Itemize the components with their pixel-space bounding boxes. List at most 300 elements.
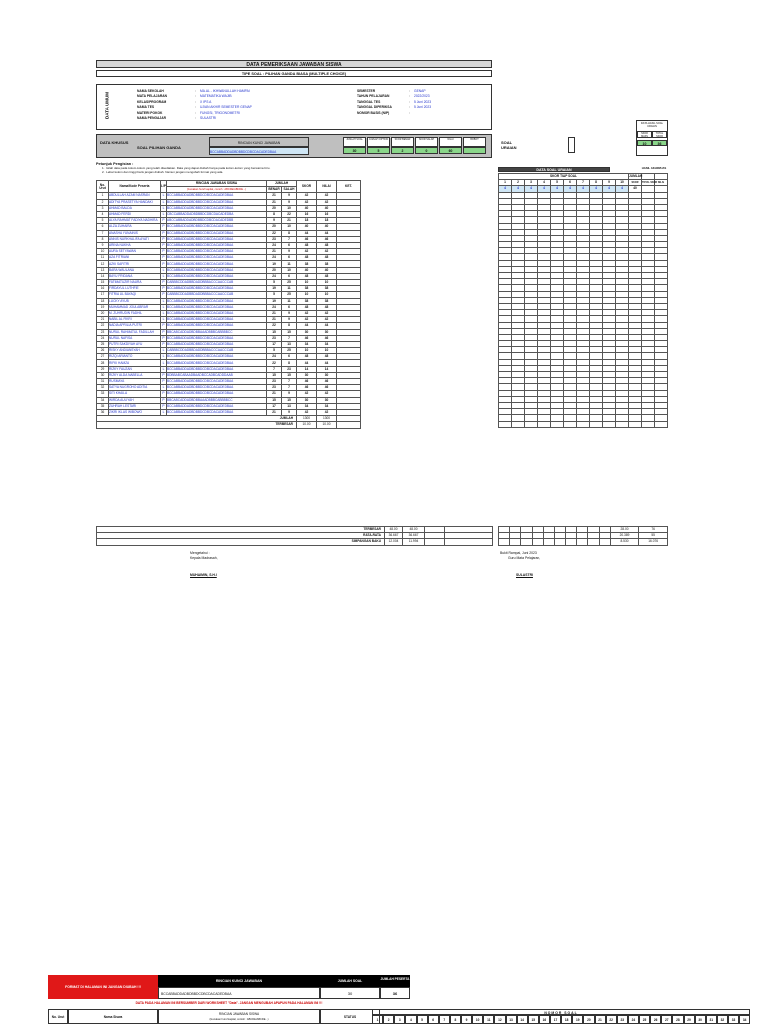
row-salah: 6 [282, 273, 297, 279]
row-nama[interactable]: MUHAMMAD JOULABRAR [109, 304, 161, 310]
row-lp[interactable]: L [161, 310, 167, 316]
row-lp[interactable]: P [162, 341, 165, 346]
row-benar: 5 [267, 292, 282, 298]
stats-value: 48.00 [403, 527, 425, 533]
kunci-value-field[interactable]: BCCABBADDADBDBBDCDBCDACADEDBAA [209, 147, 309, 155]
row-jawaban[interactable]: BCCABBADDADBDBBDCDBCDACADEDBAA [167, 230, 267, 236]
row-no: 3 [97, 205, 109, 211]
uraian-cell [538, 421, 551, 427]
bottom-nomor-cell: 21 [595, 1015, 606, 1024]
row-nama[interactable]: AHMAD FERDI [109, 211, 161, 217]
khusus-setting-value[interactable]: 60 [439, 147, 462, 154]
info-value[interactable]: 5 Juni 2023 [414, 99, 432, 104]
row-nilai: 48 [317, 304, 337, 310]
bottom-nomor-cell: 7 [439, 1015, 450, 1024]
row-skor: 38 [297, 298, 317, 304]
row-no: 34 [97, 397, 109, 403]
row-nama[interactable]: RISKY ANDIANSYAH [109, 348, 161, 354]
row-nilai: 18 [317, 218, 337, 224]
khusus-setting-value[interactable]: 30 [343, 147, 366, 154]
row-salah: 6 [282, 255, 297, 261]
khusus-setting-value[interactable]: 5 [367, 147, 390, 154]
row-benar: 23 [267, 335, 282, 341]
row-nama[interactable]: RUSMAYA [109, 379, 161, 385]
row-jawaban[interactable]: ABCCABBADDADBDBBDCDBCDACADEDBB [167, 218, 267, 224]
khusus-setting [367, 137, 390, 154]
bottom-nomor-cell: 19 [572, 1015, 583, 1024]
uraian-cell [512, 421, 525, 427]
row-no: 2 [97, 199, 109, 205]
col-skor-header: SKOR [297, 181, 317, 193]
stats-label: RATA-RATA [97, 533, 385, 539]
row-nama[interactable]: WIRDA AULIYAH [109, 397, 161, 403]
info-label: NOMOR BASIS (NIP) [357, 110, 390, 115]
bottom-kunci-value: BCCABBADDADBDBBDCDBCDACADEDBAA [158, 987, 320, 999]
row-jawaban[interactable]: BCCABBADDADBDBBDCDBCDACADEDBAA [167, 249, 267, 255]
row-lp[interactable]: P [162, 286, 165, 291]
row-salah: 10 [282, 205, 297, 211]
stats-right-row [499, 539, 668, 545]
row-skor: 42 [297, 409, 317, 415]
row-benar: 21 [267, 317, 282, 323]
row-nama[interactable]: AZKI SAFITRI [109, 261, 161, 267]
row-nama[interactable]: ABDULLAH AZAM NASRAN [109, 193, 161, 199]
row-skor: 48 [297, 255, 317, 261]
row-no: 24 [97, 335, 109, 341]
info-value[interactable]: UJIAN AKHIR SEMESTER GENAP [200, 105, 252, 110]
col-jumlah-header: JUMLAH [267, 181, 297, 187]
row-lp[interactable]: P [162, 242, 165, 247]
uraian-cell [525, 421, 538, 427]
row-benar: 9 [267, 218, 282, 224]
uraian-max-score[interactable]: 4 [616, 186, 629, 192]
row-nama[interactable]: BARA WAULANA [109, 267, 161, 273]
bottom-nomor-cell: 29 [684, 1015, 695, 1024]
row-jawaban[interactable]: BBCABCADDADBDBBAAADBBBCABBBBCC [167, 397, 267, 403]
row-skor: 42 [297, 391, 317, 397]
uraian-summary-title: DATA HASIL SOAL URAIAN [640, 122, 664, 128]
row-no: 9 [97, 242, 109, 248]
row-nama[interactable]: NURUL RAHMATUL FADILLAH [109, 329, 161, 335]
format-warning-label: FORMAT DI HALAMAN INI JANGAN DIUBAH !!! [48, 975, 158, 999]
row-no: 28 [97, 360, 109, 366]
row-skor: 46 [297, 236, 317, 242]
row-lp[interactable]: P [162, 397, 165, 402]
row-nama[interactable]: FITRIA UL BAYAQI [109, 292, 161, 298]
bottom-nomor-cell: 28 [672, 1015, 683, 1024]
row-skor: 10 [297, 348, 317, 354]
row-jawaban[interactable]: BCCABBADDADBDBBDCDBCDACADEDBAA [167, 366, 267, 372]
uraian-max-score[interactable]: 4 [551, 186, 564, 192]
row-benar: 20 [267, 205, 282, 211]
row-lp[interactable]: P [162, 224, 165, 229]
row-nilai: 38 [317, 298, 337, 304]
row-lp[interactable]: L [161, 366, 167, 372]
row-nilai: 48 [317, 273, 337, 279]
row-nilai: 48 [317, 255, 337, 261]
row-lp[interactable]: L [161, 385, 167, 391]
stats-cell [521, 539, 532, 545]
row-jawaban[interactable]: BCCABBADDADBDBBDCDBCDACADEDBAA [167, 224, 267, 230]
row-nama[interactable]: RIFKI HAMZA [109, 360, 161, 366]
uraian-max-score[interactable]: 4 [564, 186, 577, 192]
uraian-max-score[interactable]: 4 [577, 186, 590, 192]
row-lp[interactable]: L [161, 354, 167, 360]
row-lp[interactable]: P [162, 218, 165, 223]
row-nama[interactable]: ANASHA YUNAINIS [109, 230, 161, 236]
row-terbesar-value: 10.00 [317, 422, 337, 428]
row-nama[interactable]: AHMAD BALDA [109, 205, 161, 211]
info-value[interactable]: 2022/2023 [414, 94, 430, 99]
row-jawaban[interactable]: BCCABBADDADBDBBDCDBCDACADEDBAA [167, 193, 267, 199]
row-jawaban[interactable]: BCCABBADDADBDBBDCDBCDACADEDBAA [167, 255, 267, 261]
row-nama[interactable]: AZA FITRIANI [109, 255, 161, 261]
row-nilai: 30 [317, 329, 337, 335]
row-nilai: 42 [317, 199, 337, 205]
bottom-nomor-cell: 24 [628, 1015, 639, 1024]
row-nama[interactable]: SATYA NUGROHO ADITIA [109, 385, 161, 391]
row-salah: 22 [282, 211, 297, 217]
row-jawaban[interactable]: BCCABBADDADBDBBDCDBCDACADEDBAA [167, 354, 267, 360]
row-nama[interactable]: BAYU FRIDANA [109, 273, 161, 279]
row-jawaban[interactable]: BCCABBADDADBDBBDCDBCDACADEDBAA [167, 341, 267, 347]
stats-cell [554, 539, 565, 545]
row-salah: 7 [282, 236, 297, 242]
bottom-nomor-cell: 27 [661, 1015, 672, 1024]
row-nama[interactable]: M. ZUHRUDIN FADHIL [109, 310, 161, 316]
row-skor: 42 [297, 310, 317, 316]
row-nama[interactable]: ZUHRAH LESTARI [109, 403, 161, 409]
row-salah: 9 [282, 310, 297, 316]
info-value[interactable]: MA.AL - IKHWANULLAH HAMPAI [200, 89, 250, 93]
row-skor: 16 [297, 211, 317, 217]
row-no: 5 [97, 218, 109, 224]
row-nilai: 44 [317, 360, 337, 366]
row-nama[interactable]: NABIL AL FIKRI [109, 317, 161, 323]
row-benar: 15 [267, 329, 282, 335]
row-jawaban[interactable]: BCCABBADDADBDBBDCDBCDACADEDBAA [167, 317, 267, 323]
row-lp[interactable]: L [161, 360, 167, 366]
row-lp[interactable]: P [162, 379, 165, 384]
row-salah: 6 [282, 242, 297, 248]
info-value[interactable]: 5 Juni 2023 [414, 105, 432, 110]
row-benar: 19 [267, 261, 282, 267]
row-jawaban[interactable]: BCCABBADDADBDBBDCDBCDACADEDBAA [167, 298, 267, 304]
row-salah: 25 [282, 292, 297, 298]
row-lp[interactable]: L [161, 267, 167, 273]
row-nilai: 46 [317, 379, 337, 385]
bottom-nomor-list [372, 1015, 750, 1024]
stats-cell [566, 539, 577, 545]
row-jawaban[interactable]: BBCABCADDADBDBBAAADBBBCABBBBCC [167, 329, 267, 335]
row-lp[interactable]: P [162, 323, 165, 328]
row-lp[interactable]: P [162, 403, 165, 408]
row-no: 11 [97, 255, 109, 261]
stats-cell [510, 539, 521, 545]
row-benar: 21 [267, 409, 282, 415]
row-no: 13 [97, 267, 109, 273]
row-jawaban[interactable]: BCCABBADDADBDBBDCDBCDACADEDBAA [167, 267, 267, 273]
row-no: 4 [97, 211, 109, 217]
bottom-nomor-cell: 9 [461, 1015, 472, 1024]
row-nama[interactable]: SITI KHAILA [109, 391, 161, 397]
row-nama[interactable]: PUTRI SAKDIYAH AYU [109, 341, 161, 347]
bottom-nomor-cell: 10 [472, 1015, 483, 1024]
row-jawaban[interactable]: BCCABBADDADBDBBDCDBCDACADEDBAA [167, 273, 267, 279]
row-nama[interactable]: FATIMATUZIR NAURA [109, 280, 161, 286]
row-nama[interactable]: NADIA APRILIA PUTRI [109, 323, 161, 329]
data-khusus-panel [96, 134, 517, 158]
info-label: NAMA SEKOLAH [137, 89, 164, 93]
khusus-settings [343, 137, 486, 154]
stats-value: 20.389 [610, 533, 639, 539]
row-nilai: 42 [317, 193, 337, 199]
row-lp[interactable]: L [161, 193, 167, 199]
row-lp[interactable]: P [162, 230, 165, 235]
row-nilai: 14 [317, 366, 337, 372]
row-salah: 9 [282, 317, 297, 323]
row-lp[interactable]: L [161, 304, 167, 310]
row-nama[interactable]: ANNIS NURKHALIFA AYATI [109, 236, 161, 242]
bottom-rincian-title: RINCIAN JAWABAN SISWA [218, 1012, 260, 1016]
row-skor: 34 [297, 403, 317, 409]
row-nama[interactable]: ARINA NUKHA [109, 242, 161, 248]
row-jawaban[interactable]: BCCABBADDADBDBBDCDBCDACADEDBAA [167, 242, 267, 248]
row-lp[interactable]: P [162, 329, 165, 334]
bottom-nomor-cell: 32 [717, 1015, 728, 1024]
row-skor: 40 [297, 267, 317, 273]
row-nilai: 42 [317, 409, 337, 415]
info-value[interactable]: SULASTRI [200, 115, 217, 120]
row-nama[interactable]: LUCKY AYUB [109, 298, 161, 304]
row-lp[interactable]: L [161, 317, 167, 323]
row-nama[interactable]: FIRDAYUL LUTHFIE [109, 286, 161, 292]
row-jawaban[interactable]: BCCABBADDADBDBBDCDBCDACADEDBAA [167, 409, 267, 415]
bottom-nomor-cell: 5 [417, 1015, 428, 1024]
info-separator: : [195, 89, 196, 93]
bottom-nomor-cell: 20 [583, 1015, 594, 1024]
row-lp[interactable]: L [161, 348, 167, 354]
stats-row [97, 539, 493, 545]
khusus-setting-label: SKOR SALAH [415, 137, 438, 147]
row-jawaban[interactable]: BCCABBADDADBDBBDCDBCDACADEDBAA [167, 323, 267, 329]
row-lp[interactable]: P [162, 255, 165, 260]
row-benar: 21 [267, 249, 282, 255]
row-benar: 22 [267, 323, 282, 329]
row-jawaban[interactable]: CABBBCDDADBBDADDBBBACCCAACCCAB [167, 280, 267, 286]
row-no: 33 [97, 391, 109, 397]
bottom-nomor-cell: 14 [517, 1015, 528, 1024]
uraian-cell [603, 421, 616, 427]
petunjuk-title: Petunjuk Pengisian : [96, 162, 134, 166]
bottom-nomor-soal-header: NOMOR SOAL [372, 1009, 750, 1015]
row-skor: 46 [297, 335, 317, 341]
row-nama[interactable]: ZIKRI IKLAS WIBOWO [109, 409, 161, 415]
bottom-nomor-cell: 25 [639, 1015, 650, 1024]
row-nilai: 42 [317, 310, 337, 316]
uraian-max-score[interactable]: 4 [538, 186, 551, 192]
row-jawaban[interactable]: CBCCABBADDADBDBBDCDBCDACADEDBA [167, 211, 267, 217]
bottom-warning: DATA PADA HALAMAN INI BERSUMBER DARI WORKSHEET "Data". JANGAN MENGUBAH APAPUN PADA HALAMAN INI !!! [135, 1001, 323, 1005]
bottom-nama-siswa-header: Nama Siswa [68, 1009, 158, 1024]
khusus-setting [439, 137, 462, 154]
uraian-soal-number: 1 [499, 180, 512, 186]
soal-uraian-label: SOAL URAIAN [501, 140, 517, 150]
row-benar: 23 [267, 236, 282, 242]
stats-cell [499, 539, 510, 545]
row-lp[interactable]: P [162, 236, 165, 241]
row-nama[interactable]: ALZA ZUHAIRA [109, 224, 161, 230]
info-value[interactable]: FUNGSI, TRIGONOMETRI [200, 110, 240, 115]
bottom-nomor-cell: 4 [405, 1015, 416, 1024]
row-lp[interactable]: L [161, 273, 167, 279]
stats-value: 36.667 [385, 533, 403, 539]
bottom-rincian-sub: (Gunakan huruf kapital, contoh : ABCDE/ABCDE...) [209, 1018, 269, 1021]
khusus-setting-value[interactable] [463, 147, 486, 154]
info-separator: : [409, 99, 410, 104]
row-jawaban[interactable]: BCCABBADDADBDBBDCDBCDACADEDBAA [167, 261, 267, 267]
row-skor: 18 [297, 218, 317, 224]
row-jawaban[interactable]: BCCABBADDADBDBBDCDBCDACADEDBAA [167, 385, 267, 391]
row-nama[interactable]: ALYA RAHMAT FADIYA NADHIRA [109, 218, 161, 224]
info-value[interactable]: MATEMATIKA WAJIB [200, 94, 232, 99]
uraian-max-score[interactable]: 4 [590, 186, 603, 192]
row-jawaban[interactable]: BCCABBADDADBDBBDCDBCDACADEDBAA [167, 286, 267, 292]
row-salah: 11 [282, 261, 297, 267]
stats-table [96, 526, 493, 546]
uraian-soal-number: 2 [512, 180, 525, 186]
row-no: 29 [97, 366, 109, 372]
row-jawaban[interactable]: BDBBABCABAADBAADBCCADBCADDDAAB [167, 372, 267, 378]
row-skor: 14 [297, 366, 317, 372]
row-jawaban[interactable]: BCCABBADDADBDBBDCDBCDACADEDBAA [167, 391, 267, 397]
khusus-setting-label: SKOR BENAR [391, 137, 414, 147]
khusus-setting [391, 137, 414, 154]
uraian-max-score[interactable]: 4 [512, 186, 525, 192]
row-benar: 24 [267, 242, 282, 248]
row-salah: 8 [282, 323, 297, 329]
bottom-nomor-cell: 15 [528, 1015, 539, 1024]
info-value[interactable]: X IPS A [200, 99, 212, 104]
row-nama[interactable]: RIZQI ARIANTO [109, 354, 161, 360]
row-jawaban[interactable]: CABBBCDDADBBDADDBBBACCCAACCCAB [167, 292, 267, 298]
bottom-nomor-cell: 30 [695, 1015, 706, 1024]
khusus-setting-label: BOBOT [463, 137, 486, 147]
uraian-soal-number: 9 [603, 180, 616, 186]
row-no: 31 [97, 379, 109, 385]
row-nama[interactable]: AURA SETYAWAN [109, 249, 161, 255]
row-skor: 10 [297, 280, 317, 286]
row-no: 1 [97, 193, 109, 199]
stats-value: 36.667 [403, 533, 425, 539]
signature-left-line1: Mengetahui : [190, 551, 210, 555]
row-lp[interactable]: L [161, 211, 167, 217]
bottom-nomor-cell: 34 [739, 1015, 750, 1024]
row-lp[interactable]: L [161, 298, 167, 304]
uraian-max-score[interactable]: 4 [603, 186, 616, 192]
row-lp[interactable]: P [162, 292, 165, 297]
row-no: 15 [97, 280, 109, 286]
row-lp[interactable]: P [162, 372, 165, 377]
stats-label: TERBESAR [97, 527, 385, 533]
row-lp[interactable]: L [161, 409, 167, 415]
uraian-cell [642, 421, 655, 427]
uraian-toggle[interactable] [568, 137, 575, 153]
row-jawaban[interactable]: BCCABBADDADBDBBDCDBCDACADEDBAA [167, 304, 267, 310]
row-jawaban[interactable]: BCCABBADDADBDBBDCDBCDACADEDBAA [167, 360, 267, 366]
row-jawaban[interactable]: BCCABBADDADBDBBDCDBCDACADEDBAA [167, 379, 267, 385]
row-jawaban[interactable]: CABBBCDDADBBDADDBBBACCCAACCCAB [167, 348, 267, 354]
row-salah: 7 [282, 335, 297, 341]
row-skor: 10 [297, 292, 317, 298]
khusus-setting [343, 137, 366, 154]
row-no: 16 [97, 286, 109, 292]
row-lp[interactable]: P [162, 249, 165, 254]
row-nama[interactable]: ADITYA PRASETYA HANDAKI [109, 199, 161, 205]
uraian-soal-number: 10 [616, 180, 629, 186]
row-lp[interactable]: L [161, 199, 167, 205]
row-no: 27 [97, 354, 109, 360]
info-value[interactable]: GENAP [414, 89, 426, 93]
row-lp[interactable]: P [162, 280, 165, 285]
row-nilai: 40 [317, 205, 337, 211]
row-terbesar-value: 10.00 [297, 422, 317, 428]
khusus-setting-value[interactable]: 0 [415, 147, 438, 154]
uraian-max-score[interactable]: 4 [499, 186, 512, 192]
row-jawaban[interactable]: BCCABBADDADBDBBDCDBCDACADEDBAA [167, 205, 267, 211]
row-jawaban[interactable]: BCCABBADDADBDBBDCDBCDACADEDBAA [167, 310, 267, 316]
row-lp[interactable]: P [162, 335, 165, 340]
info-label: KELAS/PROGRAM [137, 99, 167, 104]
row-lp[interactable]: P [162, 261, 165, 266]
row-skor: 46 [297, 379, 317, 385]
col-rincian-header: RINCIAN JAWABAN SISWA [167, 181, 267, 187]
row-salah: 10 [282, 224, 297, 230]
row-jawaban[interactable]: BCCABBADDADBDBBDCDBCDACADEDBAA [167, 335, 267, 341]
info-left [137, 89, 307, 121]
row-nama[interactable]: NURUL NAFISA [109, 335, 161, 341]
row-lp[interactable]: L [161, 205, 167, 211]
row-nama[interactable]: RIZKY ALDA NABELLA [109, 372, 161, 378]
info-row [357, 111, 487, 116]
row-nama[interactable]: RIZKY FAUZAN [109, 366, 161, 372]
row-terbesar [97, 422, 493, 428]
row-jawaban[interactable]: BCCABBADDADBDBBDCDBCDACADEDBAA [167, 199, 267, 205]
row-no: 26 [97, 348, 109, 354]
row-nilai: 44 [317, 323, 337, 329]
bottom-nomor-cell: 33 [728, 1015, 739, 1024]
bottom-nomor-cell: 3 [394, 1015, 405, 1024]
row-jawaban[interactable]: BCCABBADDADBDBBDCDBCDACADEDBAA [167, 403, 267, 409]
row-benar: 15 [267, 397, 282, 403]
row-skor: 34 [297, 341, 317, 347]
row-benar: 5 [267, 280, 282, 286]
uraian-max-score[interactable]: 4 [525, 186, 538, 192]
stats-cell [588, 539, 599, 545]
khusus-setting [463, 137, 486, 154]
row-jawaban[interactable]: BCCABBADDADBDBBDCDBCDACADEDBAA [167, 236, 267, 242]
info-separator: : [195, 110, 196, 115]
stats-value: 48.00 [385, 527, 403, 533]
row-nilai: 34 [317, 403, 337, 409]
uraian-col-header: SKOR [629, 180, 642, 186]
row-skor: 44 [297, 323, 317, 329]
khusus-setting-value[interactable]: 2 [391, 147, 414, 154]
kunci-header: RINCIAN KUNCI JAWABAN [209, 137, 309, 147]
row-skor: 44 [297, 230, 317, 236]
info-row [137, 116, 307, 121]
row-lp[interactable]: P [162, 391, 165, 396]
